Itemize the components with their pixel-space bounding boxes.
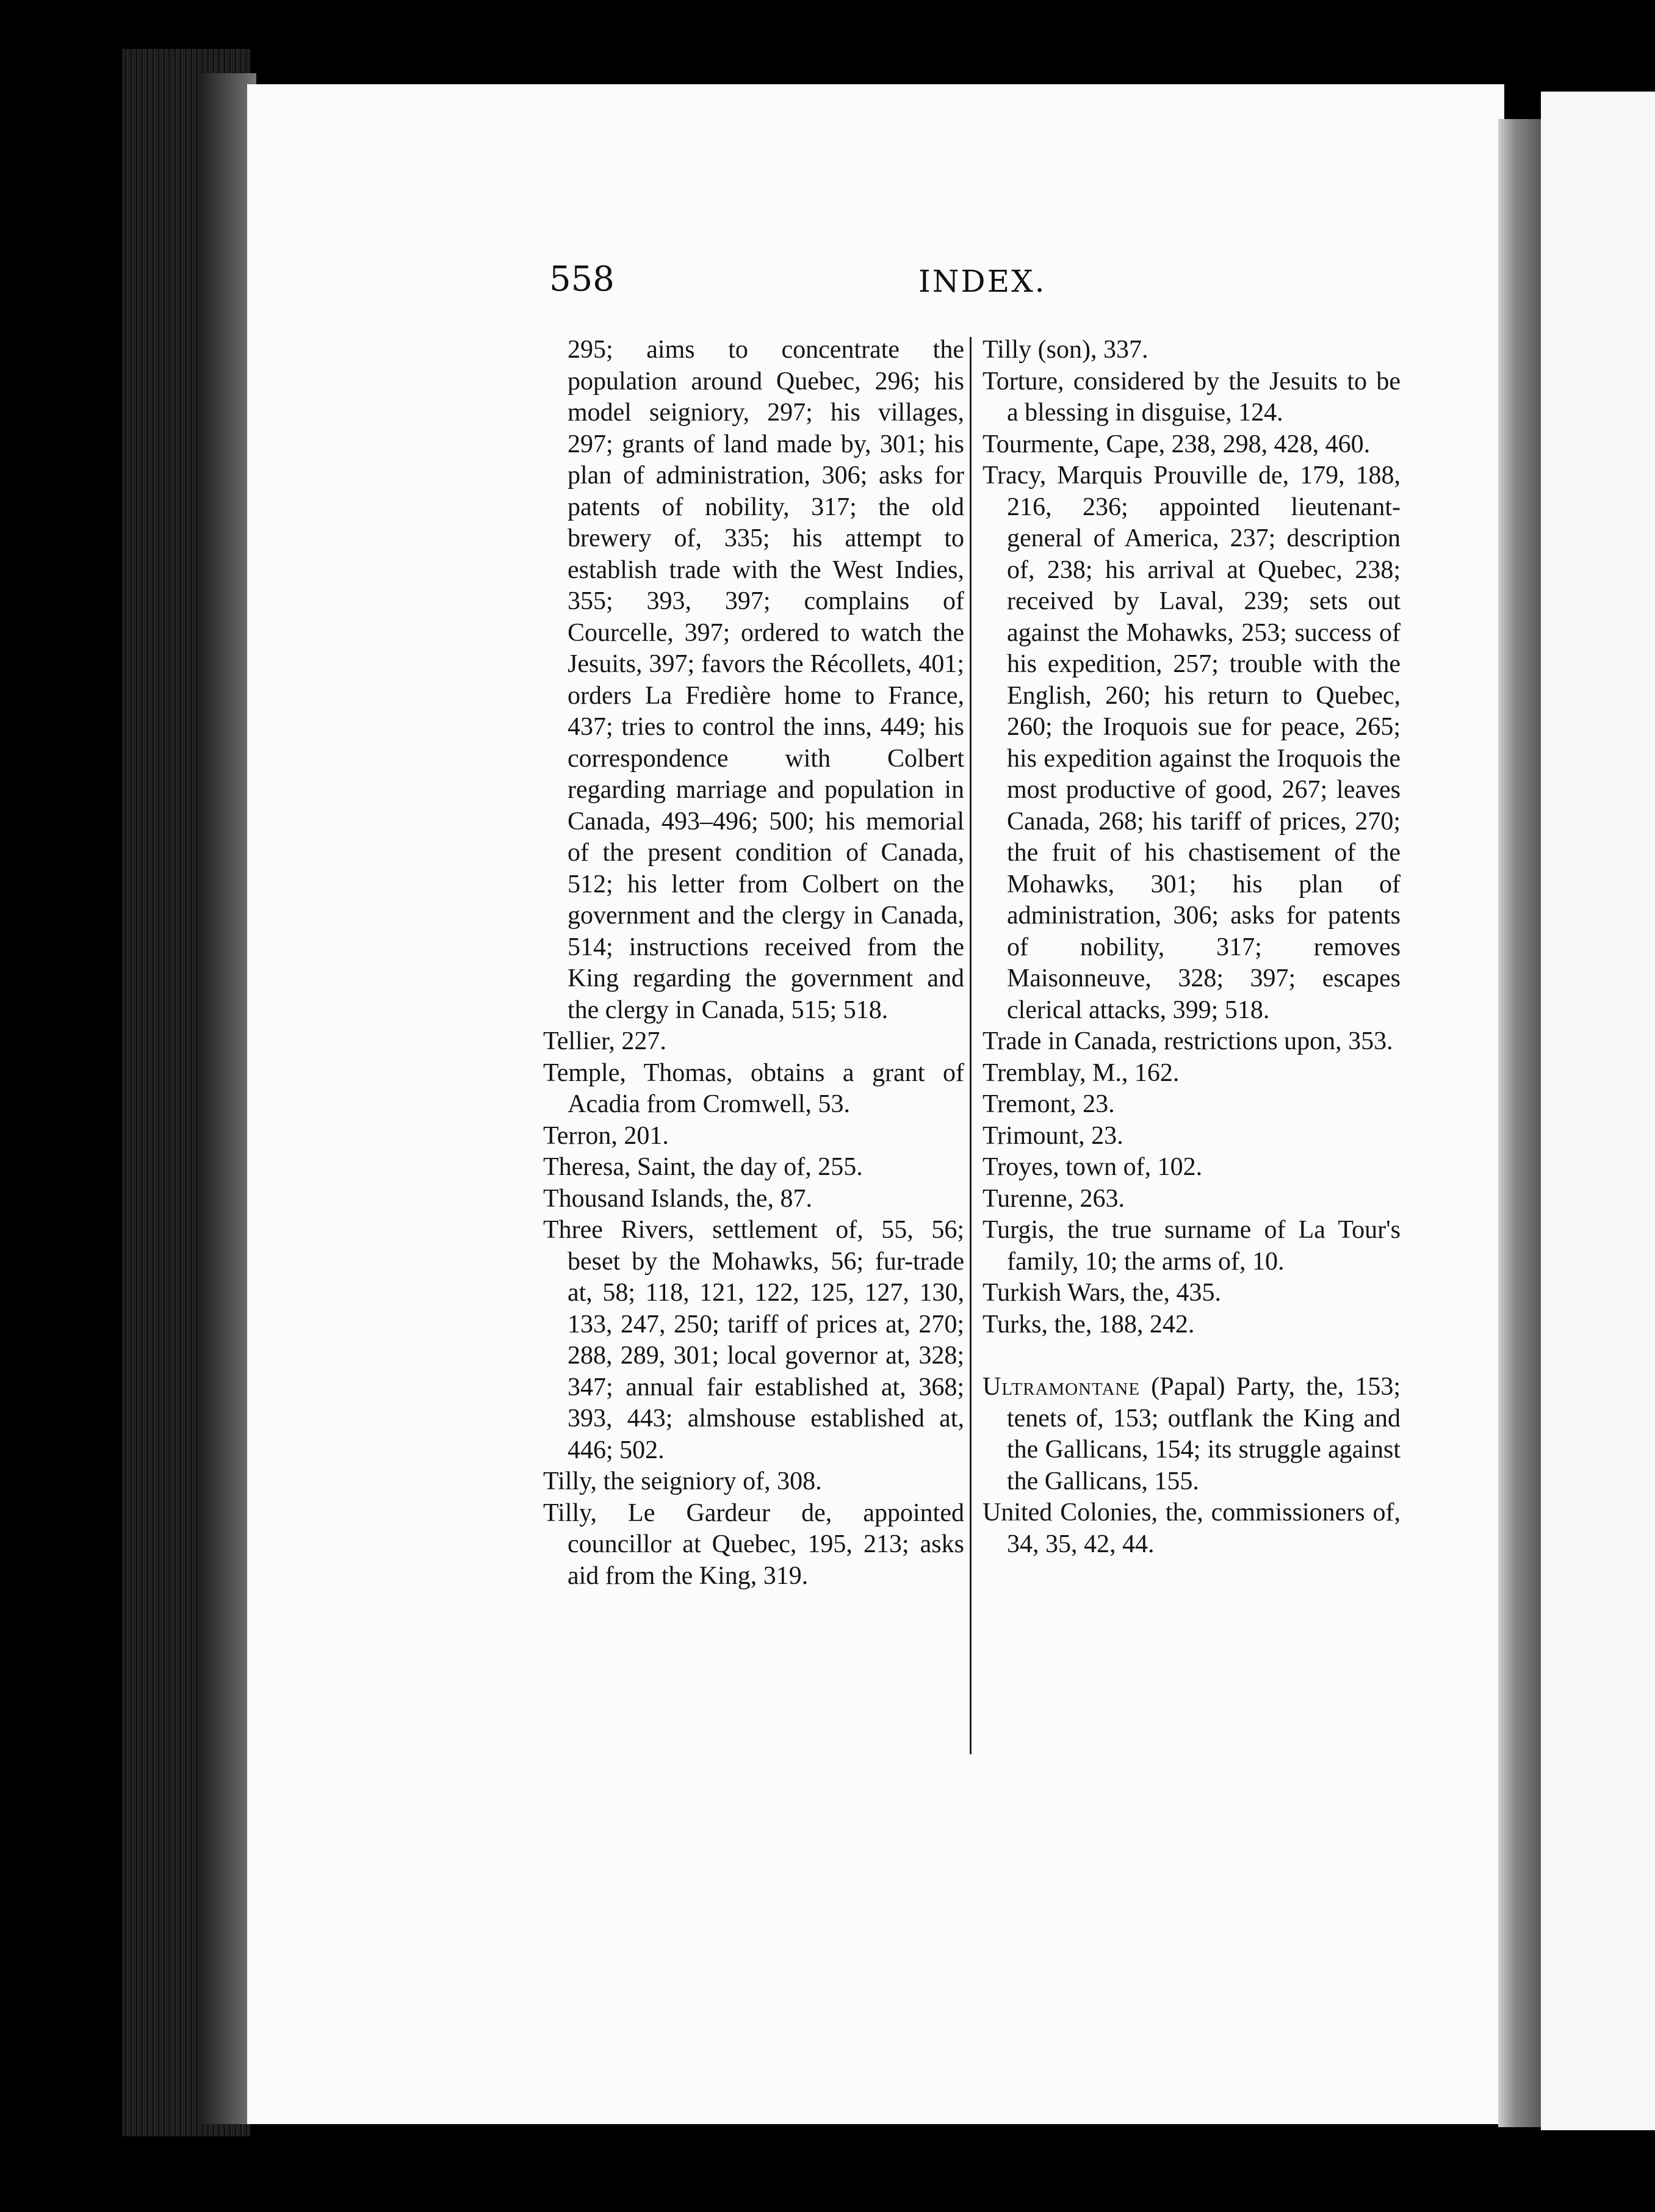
index-entry: Turgis, the true surname of La Tour's family, 10; the arms of, 10. bbox=[983, 1216, 1401, 1276]
page-number: 558 bbox=[549, 259, 615, 299]
small-caps-heading: Ultramontane bbox=[983, 1373, 1141, 1401]
section-gap bbox=[983, 1340, 1401, 1372]
column-divider bbox=[970, 337, 972, 1754]
index-entry: Tremblay, M., 162. bbox=[983, 1058, 1180, 1087]
adjacent-page bbox=[1541, 92, 1655, 2130]
index-entry: Tourmente, Cape, 238, 298, 428, 460. bbox=[983, 430, 1371, 458]
index-entry: Temple, Thomas, obtains a grant of Acadia from Cromwell, 53. bbox=[543, 1058, 964, 1118]
index-entry: Terron, 201. bbox=[543, 1121, 669, 1150]
index-entry: Three Rivers, settlement of, 55, 56; beset by the Mohawks, 56; fur-trade at, 58; 118, 121, 122, 125, 127, 130, 133, 247, 250; tariff of prices at, 270; 288, 289, 301; local governor at, 328; 347; annual fair established at, 368; 393, 443; almshouse established at, 446; 502. bbox=[543, 1216, 964, 1464]
running-head: INDEX. bbox=[918, 264, 1047, 299]
index-entry: Thousand Islands, the, 87. bbox=[543, 1184, 812, 1213]
index-entry: Tremont, 23. bbox=[983, 1090, 1115, 1118]
index-entry: Tilly, the seigniory of, 308. bbox=[543, 1467, 822, 1495]
index-entry: Troyes, town of, 102. bbox=[983, 1153, 1203, 1181]
index-entry: Turkish Wars, the, 435. bbox=[983, 1279, 1221, 1307]
index-entry: United Colonies, the, commissioners of, 34, 35, 42, 44. bbox=[983, 1498, 1401, 1558]
index-entry: Tellier, 227. bbox=[543, 1027, 666, 1055]
gutter-shadow bbox=[1498, 119, 1541, 2127]
index-column-left bbox=[543, 334, 964, 1592]
entry-text: (Papal) Party, the, 153; tenets of, 153; outflank the King and the Gallicans, 154; its struggle against the Gallicans, 155. bbox=[1007, 1373, 1401, 1495]
index-entry: Tilly (son), 337. bbox=[983, 336, 1148, 364]
index-entry: Theresa, Saint, the day of, 255. bbox=[543, 1153, 863, 1181]
index-entry: Turks, the, 188, 242. bbox=[983, 1310, 1195, 1339]
index-entry: Tilly, Le Gardeur de, appointed councillor at Quebec, 195, 213; asks aid from the King, 319. bbox=[543, 1498, 964, 1590]
index-entry: Turenne, 263. bbox=[983, 1184, 1125, 1213]
index-entry: Tracy, Marquis Prouville de, 179, 188, 216, 236; appointed lieutenant-general of America, 237; description of, 238; his arrival at Quebec, 238; received by Laval, 239; sets out against the Mohawks, 253; success of his expedition, 257; trouble with the English, 260; his return to Quebec, 260; the Iroquois sue for peace, 265; his expedition against the Iroquois the most productive of good, 267; leaves Canada, 268; his tariff of prices, 270; the fruit of his chastisement of the Mohawks, 301; his plan of administration, 306; asks for patents of nobility, 317; removes Maisonneuve, 328; 397; escapes clerical attacks, 399; 518. bbox=[983, 461, 1401, 1024]
index-entry: Torture, considered by the Jesuits to be a blessing in disguise, 124. bbox=[983, 367, 1401, 427]
index-entry-ultramontane bbox=[983, 1372, 1401, 1497]
index-entry: Trimount, 23. bbox=[983, 1121, 1123, 1150]
index-column-right bbox=[983, 334, 1401, 1560]
index-entry: 295; aims to concentrate the population around Quebec, 296; his model seigniory, 297; his villages, 297; grants of land made by, 301; his plan of administration, 306; asks for patents of nobility, 317; the old brewery of, 335; his attempt to establish trade with the West Indies, 355; 393, 397; complains of Courcelle, 397; ordered to watch the Jesuits, 397; favors the Récollets, 401; orders La Fredière home to France, 437; tries to control the inns, 449; his correspondence with Colbert regarding marriage and population in Canada, 493–496; 500; his memorial of the present condition of Canada, 512; his letter from Colbert on the government and the clergy in Canada, 514; instructions received from the King regarding the government and the clergy in Canada, 515; 518. bbox=[568, 336, 964, 1024]
index-entry: Trade in Canada, restrictions upon, 353. bbox=[983, 1027, 1393, 1055]
